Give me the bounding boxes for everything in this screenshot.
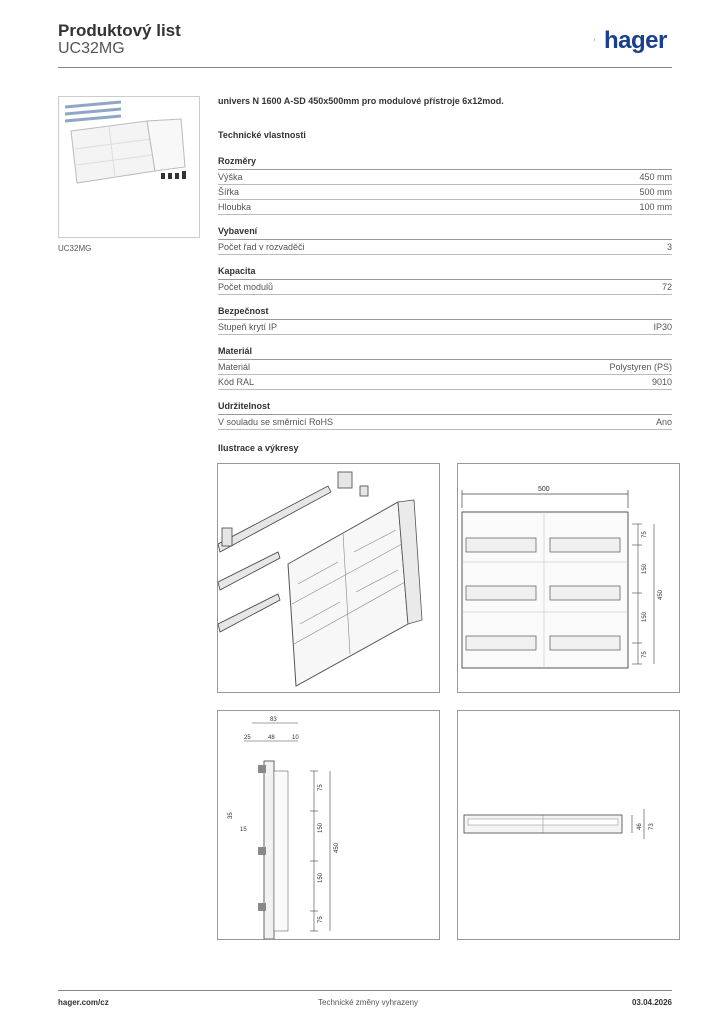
page-title: Produktový list	[58, 21, 181, 40]
spec-row-rows	[218, 240, 672, 255]
spec-value: 72	[661, 282, 672, 292]
group-title-equipment: Vybavení	[218, 226, 672, 240]
front-dimension-image	[458, 464, 679, 692]
group-title-material: Materiál	[218, 346, 672, 360]
group-title-sustainability: Udržitelnost	[218, 401, 672, 415]
dim-width-label: 500	[538, 486, 550, 493]
product-thumbnail-image	[59, 97, 199, 237]
footer-note: Technické změny vyhrazeny	[318, 998, 419, 1007]
dim-total-depth: 83	[270, 717, 277, 723]
spec-value: 9010	[651, 377, 672, 387]
spec-value: Polystyren (PS)	[609, 362, 672, 372]
hager-logo-icon	[594, 29, 604, 51]
dim-side-row-4: 75	[318, 916, 324, 923]
exploded-view-image	[218, 464, 439, 692]
dim-row-1: 75	[642, 531, 648, 538]
dim-side-height: 450	[334, 842, 340, 853]
spec-row-ral	[218, 375, 672, 390]
exploded-view-drawing	[217, 463, 440, 693]
spec-value: 500 mm	[639, 187, 672, 197]
dim-top-1: 46	[637, 823, 643, 830]
spec-row-ip	[218, 320, 672, 335]
top-view-image	[458, 711, 679, 939]
technical-specs	[218, 130, 672, 430]
product-thumbnail	[58, 96, 200, 238]
dim-row-3: 150	[642, 611, 648, 622]
dim-a: 25	[244, 735, 251, 741]
product-code: UC32MG	[58, 40, 125, 57]
top-view-drawing	[457, 710, 680, 940]
spec-row-height	[218, 170, 672, 185]
spec-value: Ano	[655, 417, 672, 427]
spec-label: Kód RAL	[218, 377, 255, 387]
spec-row-material	[218, 360, 672, 375]
spec-label: Materiál	[218, 362, 251, 372]
dim-left-2: 15	[240, 827, 247, 833]
dim-top-2: 73	[649, 823, 655, 830]
dim-row-4: 75	[642, 651, 648, 658]
spec-value: IP30	[653, 322, 672, 332]
spec-value: 450 mm	[639, 172, 672, 182]
group-title-dimensions: Rozměry	[218, 156, 672, 170]
footer-date: 03.04.2026	[631, 998, 672, 1007]
group-title-safety: Bezpečnost	[218, 306, 672, 320]
side-dimension-image	[218, 711, 439, 939]
spec-label: Výška	[218, 172, 243, 182]
dim-height-label: 450	[658, 589, 664, 600]
footer-divider	[58, 990, 672, 991]
dim-side-row-2: 150	[318, 822, 324, 833]
footer-website[interactable]: hager.com/cz	[58, 998, 109, 1007]
brand-logo: hager	[604, 27, 667, 54]
dim-c: 10	[292, 735, 299, 741]
dim-side-row-3: 150	[318, 872, 324, 883]
group-title-capacity: Kapacita	[218, 266, 672, 280]
spec-label: Počet modulů	[218, 282, 274, 292]
dim-row-2: 150	[642, 563, 648, 574]
spec-label: Hloubka	[218, 202, 252, 212]
spec-label: Počet řad v rozvaděči	[218, 242, 305, 252]
thumbnail-caption: UC32MG	[58, 244, 92, 253]
spec-row-depth	[218, 200, 672, 215]
spec-row-rohs	[218, 415, 672, 430]
spec-row-width	[218, 185, 672, 200]
spec-value: 100 mm	[639, 202, 672, 212]
spec-label: Stupeň krytí IP	[218, 322, 278, 332]
spec-label: Šířka	[218, 187, 240, 197]
header-divider	[58, 67, 672, 68]
dim-b: 48	[268, 735, 275, 741]
side-dimension-drawing	[217, 710, 440, 940]
dim-side-row-1: 75	[318, 784, 324, 791]
spec-value: 3	[666, 242, 672, 252]
product-description: univers N 1600 A-SD 450x500mm pro modulové přístroje 6x12mod.	[218, 96, 504, 106]
dim-left-1: 35	[228, 812, 234, 819]
illustrations-title: Ilustrace a výkresy	[218, 443, 299, 453]
front-dimension-drawing	[457, 463, 680, 693]
spec-label: V souladu se směrnicí RoHS	[218, 417, 334, 427]
spec-row-modules	[218, 280, 672, 295]
specs-title: Technické vlastnosti	[218, 130, 306, 140]
